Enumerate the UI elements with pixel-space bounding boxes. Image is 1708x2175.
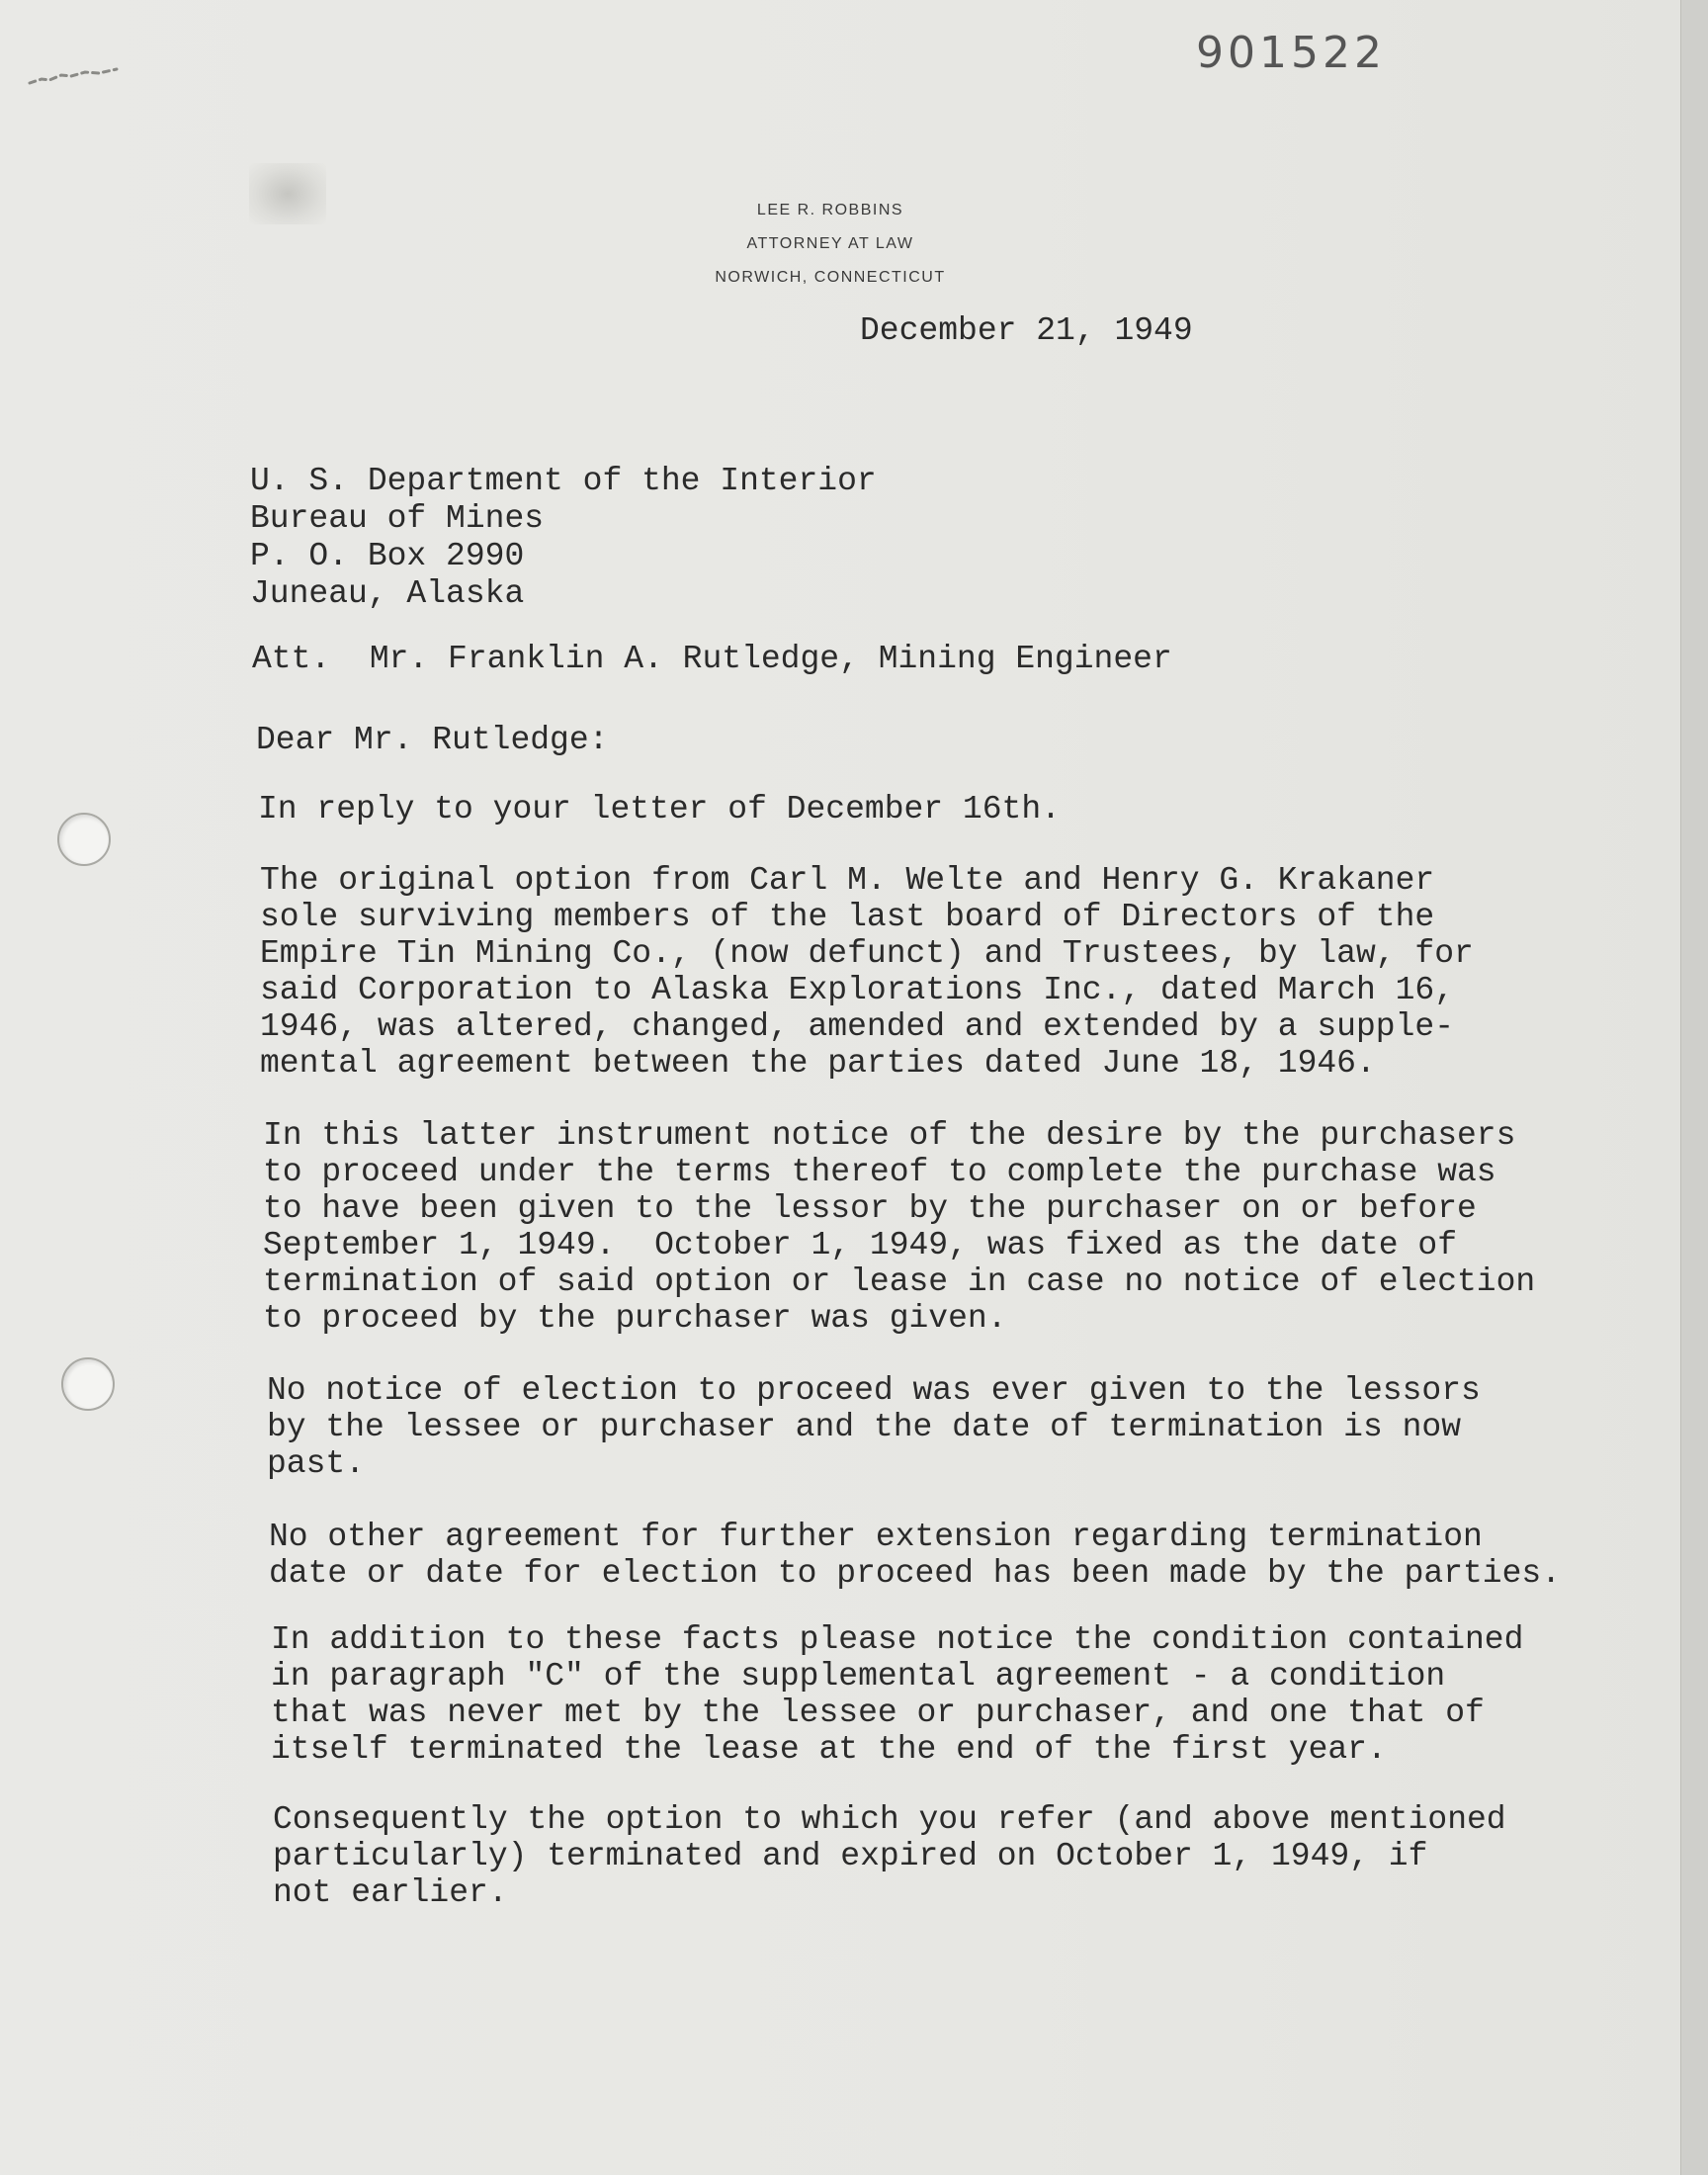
address-line: Juneau, Alaska xyxy=(250,575,525,612)
pencil-scribble xyxy=(28,67,123,87)
paragraph-line: termination of said option or lease in case no notice of election xyxy=(263,1263,1536,1300)
paragraph-line: itself terminated the lease at the end of the first year. xyxy=(271,1731,1387,1768)
paragraph-line: past. xyxy=(267,1445,366,1482)
paragraph-line: mental agreement between the parties dated June 18, 1946. xyxy=(260,1045,1376,1082)
paragraph-line: In addition to these facts please notice the condition contained xyxy=(271,1621,1524,1658)
paragraph-line: not earlier. xyxy=(273,1874,508,1911)
address-line: Bureau of Mines xyxy=(250,500,545,537)
paragraph-latter-instrument xyxy=(263,1117,1535,1337)
paragraph-line: that was never met by the lessee or purchaser, and one that of xyxy=(271,1695,1485,1731)
paragraph-line: The original option from Carl M. Welte and Henry G. Krakaner xyxy=(260,862,1435,899)
paragraph-line: date or date for election to proceed has been made by the parties. xyxy=(269,1555,1562,1592)
paragraph-line: Empire Tin Mining Co., (now defunct) and Trustees, by law, for xyxy=(260,935,1474,972)
recipient-address xyxy=(250,463,877,613)
punch-hole-bottom xyxy=(61,1357,115,1411)
paragraph-line: in paragraph "C" of the supplemental agreement - a condition xyxy=(271,1658,1446,1695)
address-line: P. O. Box 2990 xyxy=(250,538,525,574)
stamp-smudge xyxy=(249,163,326,224)
letterhead-name: LEE R. ROBBINS xyxy=(756,202,904,218)
paragraph-condition-c xyxy=(271,1621,1523,1768)
paragraph-no-other-agreement xyxy=(269,1519,1561,1592)
paragraph-line: by the lessee or purchaser and the date of termination is now xyxy=(267,1409,1461,1445)
paragraph-line: to proceed by the purchaser was given. xyxy=(263,1300,1007,1337)
paragraph-line: 1946, was altered, changed, amended and extended by a supple- xyxy=(260,1008,1454,1045)
paragraph-no-notice xyxy=(267,1372,1481,1482)
paragraph-consequently xyxy=(273,1801,1506,1911)
punch-hole-top xyxy=(57,813,111,866)
paragraph-line: sole surviving members of the last board of Directors of the xyxy=(260,899,1435,935)
paragraph-line: In this latter instrument notice of the desire by the purchasers xyxy=(263,1117,1516,1154)
letter-date: December 21, 1949 xyxy=(860,312,1193,349)
paragraph-line: said Corporation to Alaska Explorations Inc., dated March 16, xyxy=(260,972,1454,1008)
paragraph-line: No notice of election to proceed was ever given to the lessors xyxy=(267,1372,1481,1409)
file-number: 901522 xyxy=(1196,28,1386,78)
attention-line: Att. Mr. Franklin A. Rutledge, Mining Engineer xyxy=(252,641,1172,677)
letterhead xyxy=(633,194,1028,295)
letterhead-title: ATTORNEY AT LAW xyxy=(746,235,914,252)
paragraph-reply xyxy=(258,791,1061,827)
paragraph-original-option xyxy=(260,862,1474,1082)
page-edge-shadow xyxy=(1680,0,1708,2175)
address-line: U. S. Department of the Interior xyxy=(250,463,877,499)
paragraph-line: to proceed under the terms thereof to complete the purchase was xyxy=(263,1154,1496,1190)
paragraph-line: September 1, 1949. October 1, 1949, was fixed as the date of xyxy=(263,1227,1457,1263)
letterhead-location: NORWICH, CONNECTICUT xyxy=(715,269,946,286)
salutation: Dear Mr. Rutledge: xyxy=(256,722,609,758)
paragraph-line: No other agreement for further extension regarding termination xyxy=(269,1519,1483,1555)
paragraph-line: Consequently the option to which you refer (and above mentioned xyxy=(273,1801,1506,1838)
paragraph-line: In reply to your letter of December 16th. xyxy=(258,791,1061,827)
paragraph-line: to have been given to the lessor by the purchaser on or before xyxy=(263,1190,1477,1227)
paragraph-line: particularly) terminated and expired on October 1, 1949, if xyxy=(273,1838,1428,1874)
